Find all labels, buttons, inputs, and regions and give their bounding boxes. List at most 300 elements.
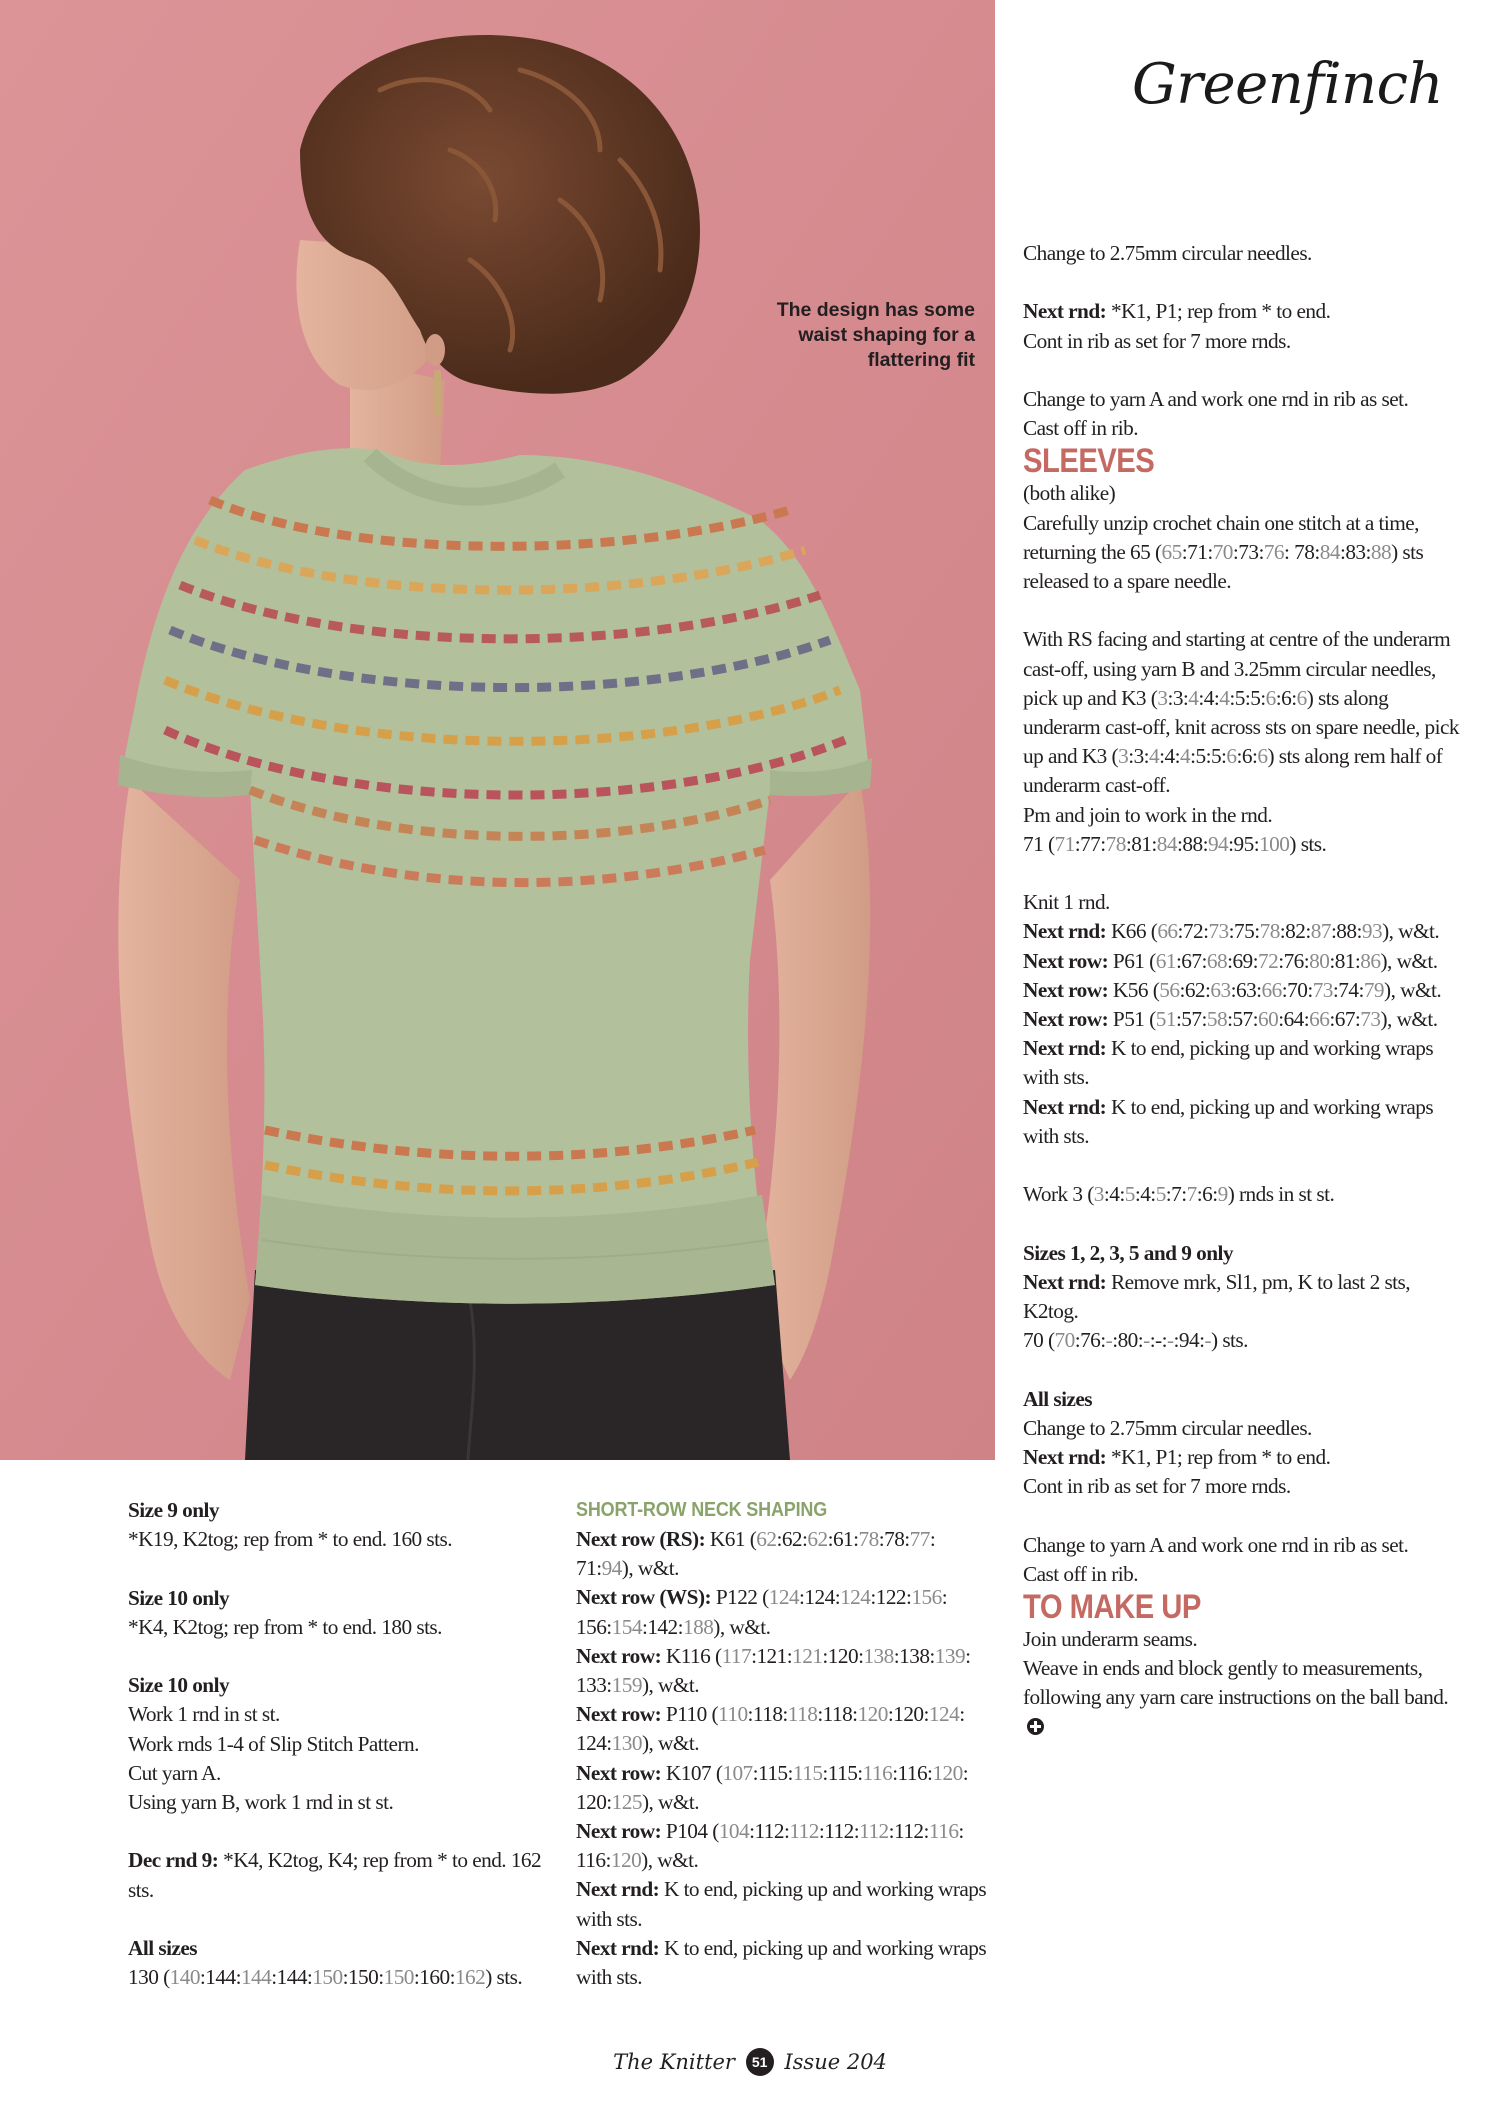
paragraph-gap bbox=[128, 1817, 558, 1846]
instruction-text: K to end, picking up and working wraps with sts. bbox=[1023, 1036, 1434, 1090]
paragraph-gap bbox=[128, 1905, 558, 1934]
instruction-text: :112: bbox=[749, 1819, 790, 1844]
instruction-text: K to end, picking up and working wraps with sts. bbox=[576, 1877, 987, 1931]
instruction-text: ), w&t. bbox=[1380, 1007, 1438, 1032]
size-value: 120 bbox=[857, 1702, 888, 1727]
size-value: 120 bbox=[932, 1760, 963, 1785]
end-of-pattern-icon bbox=[1027, 1718, 1044, 1735]
paragraph-gap bbox=[1023, 1209, 1463, 1238]
pattern-line bbox=[128, 1525, 558, 1554]
size-value: 116 bbox=[928, 1819, 959, 1844]
instruction-label: Size 10 only bbox=[128, 1585, 230, 1610]
size-value: 117 bbox=[721, 1643, 752, 1668]
size-value: 56 bbox=[1159, 977, 1180, 1002]
instruction-text: With RS facing and starting at centre of the underarm cast-off, using yarn B and 3.25mm circular needles, pick up and K3 ( bbox=[1023, 627, 1451, 710]
instruction-text: K107 ( bbox=[661, 1760, 723, 1785]
right-column bbox=[1023, 239, 1463, 1742]
instruction-text: :4: bbox=[1159, 744, 1180, 769]
instruction-text: :144: bbox=[271, 1965, 313, 1990]
instruction-text: Remove mrk, Sl1, pm, K to last 2 sts, K2tog. bbox=[1023, 1269, 1411, 1324]
size-value: 66 bbox=[1309, 1007, 1330, 1032]
instruction-text: :61: bbox=[827, 1527, 859, 1551]
instruction-text: :120: bbox=[822, 1643, 864, 1668]
pattern-line bbox=[1023, 1005, 1463, 1034]
instruction-text: ), w&t. bbox=[641, 1673, 700, 1698]
size-value: 94 bbox=[601, 1556, 622, 1581]
instruction-text: Carefully unzip crochet chain one stitch at a time, returning the 65 ( bbox=[1023, 510, 1419, 564]
size-value: 4 bbox=[1149, 744, 1160, 769]
instruction-text: :-: bbox=[1149, 1328, 1167, 1353]
pattern-line bbox=[1023, 801, 1463, 830]
size-value: 124 bbox=[768, 1585, 800, 1610]
pattern-line bbox=[1023, 976, 1463, 1005]
size-value: 3 bbox=[1093, 1182, 1104, 1207]
instruction-text: 70 ( bbox=[1023, 1328, 1055, 1353]
instruction-text: :78: bbox=[878, 1527, 910, 1551]
instruction-label: Size 10 only bbox=[128, 1673, 230, 1698]
instruction-text: :73: bbox=[1232, 539, 1264, 564]
size-value: 124 bbox=[928, 1702, 960, 1727]
size-value: 4 bbox=[1219, 685, 1230, 710]
pattern-line bbox=[1023, 947, 1463, 976]
instruction-text: P61 ( bbox=[1108, 948, 1156, 973]
pattern-line bbox=[128, 1671, 558, 1700]
pattern-line bbox=[576, 1583, 996, 1641]
instruction-label: All sizes bbox=[1023, 1386, 1092, 1411]
size-value: 60 bbox=[1258, 1007, 1279, 1032]
size-value: 70 bbox=[1054, 1328, 1075, 1353]
size-value: 78 bbox=[1105, 831, 1126, 856]
bottom-middle-column bbox=[576, 1496, 996, 1992]
instruction-text: :74: bbox=[1332, 977, 1364, 1002]
size-value: 62 bbox=[756, 1527, 777, 1551]
instruction-text: K66 ( bbox=[1106, 919, 1158, 944]
size-value: 86 bbox=[1360, 948, 1381, 973]
size-value: 138 bbox=[863, 1643, 894, 1668]
instruction-text: Change to yarn A and work one rnd in rib as set. bbox=[1023, 386, 1409, 411]
size-value: 93 bbox=[1361, 919, 1383, 944]
instruction-text: :4: bbox=[1134, 1182, 1156, 1207]
size-value: 112 bbox=[789, 1819, 819, 1844]
instruction-text: Pm and join to work in the rnd. bbox=[1023, 802, 1273, 827]
size-value: 150 bbox=[383, 1965, 414, 1990]
instruction-text: :118: bbox=[817, 1702, 858, 1727]
size-value: - bbox=[1166, 1328, 1174, 1353]
size-value: 87 bbox=[1310, 919, 1331, 944]
page-footer bbox=[0, 2048, 1500, 2076]
size-value: 139 bbox=[934, 1643, 966, 1668]
pattern-line bbox=[1023, 297, 1463, 326]
instruction-text: ) sts along rem half of underarm cast-off. bbox=[1023, 744, 1443, 798]
size-value: 112 bbox=[859, 1819, 889, 1844]
pattern-line bbox=[1023, 509, 1463, 597]
pattern-line bbox=[1023, 830, 1463, 859]
pattern-line bbox=[1023, 1654, 1463, 1742]
instruction-text: : 116: bbox=[576, 1819, 964, 1873]
instruction-label: Sizes 1, 2, 3, 5 and 9 only bbox=[1023, 1240, 1233, 1265]
size-value: 7 bbox=[1186, 1182, 1197, 1207]
pattern-line bbox=[1023, 1443, 1463, 1472]
instruction-text: :62: bbox=[1179, 977, 1211, 1002]
instruction-text: (both alike) bbox=[1023, 481, 1116, 506]
size-value: 63 bbox=[1210, 977, 1231, 1002]
instruction-label: Next rnd: bbox=[576, 1935, 660, 1960]
instruction-text: ), w&t. bbox=[713, 1614, 771, 1639]
instruction-text: :6: bbox=[1236, 744, 1258, 769]
instruction-text: ), w&t. bbox=[1382, 919, 1440, 944]
size-value: 110 bbox=[718, 1702, 748, 1727]
instruction-text: ) sts. bbox=[1211, 1328, 1248, 1353]
instruction-text: :120: bbox=[887, 1702, 929, 1727]
instruction-text: :124: bbox=[799, 1585, 841, 1610]
instruction-text: :118: bbox=[747, 1702, 788, 1727]
instruction-text: ), w&t. bbox=[641, 1789, 700, 1814]
pattern-line bbox=[1023, 1414, 1463, 1443]
instruction-text: :80: bbox=[1112, 1328, 1144, 1353]
instruction-text: :77: bbox=[1074, 831, 1106, 856]
size-value: 118 bbox=[787, 1702, 818, 1727]
instruction-label: Next rnd: bbox=[576, 1877, 660, 1902]
instruction-text: :70: bbox=[1281, 977, 1313, 1002]
pattern-line bbox=[128, 1613, 558, 1642]
instruction-label: Next rnd: bbox=[1023, 1036, 1107, 1061]
size-value: 78 bbox=[1259, 919, 1280, 944]
instruction-text: Join underarm seams. bbox=[1023, 1627, 1198, 1652]
instruction-text: K116 ( bbox=[661, 1643, 722, 1668]
size-value: 4 bbox=[1188, 685, 1199, 710]
instruction-text: :62: bbox=[776, 1527, 808, 1551]
instruction-label: Next rnd: bbox=[1023, 1094, 1107, 1119]
instruction-text: ) sts released to a spare needle. bbox=[1023, 539, 1424, 593]
size-value: 78 bbox=[858, 1527, 879, 1551]
instruction-text: Change to yarn A and work one rnd in rib as set. bbox=[1023, 1532, 1409, 1557]
pattern-line bbox=[1023, 1625, 1463, 1654]
instruction-text: ) sts. bbox=[1289, 831, 1327, 856]
instruction-text: :57: bbox=[1175, 1007, 1207, 1032]
instruction-text: :88: bbox=[1330, 919, 1362, 944]
pattern-line bbox=[1023, 1385, 1463, 1414]
instruction-text: Cut yarn A. bbox=[128, 1760, 221, 1785]
instruction-text: 130 ( bbox=[128, 1965, 170, 1990]
instruction-text: : 156: bbox=[576, 1585, 948, 1639]
instruction-text: :138: bbox=[893, 1643, 935, 1668]
paragraph-gap bbox=[1023, 859, 1463, 888]
pattern-line bbox=[128, 1934, 558, 1963]
pattern-line bbox=[1023, 1034, 1463, 1092]
instruction-text: P51 ( bbox=[1108, 1007, 1156, 1032]
size-value: 76 bbox=[1263, 539, 1285, 564]
size-value: 121 bbox=[792, 1643, 823, 1668]
instruction-text: ), w&t. bbox=[641, 1848, 699, 1873]
size-value: 104 bbox=[718, 1819, 750, 1844]
pattern-line bbox=[576, 1875, 996, 1933]
size-value: 144 bbox=[240, 1965, 272, 1990]
size-value: - bbox=[1204, 1328, 1211, 1353]
pattern-line bbox=[576, 1817, 996, 1875]
instruction-text: *K19, K2tog; rep from * to end. 160 sts. bbox=[128, 1527, 453, 1552]
instruction-text: :69: bbox=[1227, 948, 1259, 973]
instruction-text: :122: bbox=[870, 1585, 912, 1610]
instruction-text: :142: bbox=[641, 1614, 683, 1639]
instruction-text: :4: bbox=[1103, 1182, 1125, 1207]
pattern-line bbox=[1023, 888, 1463, 917]
size-value: 140 bbox=[169, 1965, 200, 1990]
size-value: 71 bbox=[1054, 831, 1075, 856]
size-value: 6 bbox=[1265, 685, 1276, 710]
paragraph-gap bbox=[1023, 1501, 1463, 1530]
instruction-text: K56 ( bbox=[1108, 977, 1160, 1002]
instruction-text: :7: bbox=[1165, 1182, 1187, 1207]
instruction-text: ), w&t. bbox=[1384, 977, 1442, 1002]
pattern-line bbox=[128, 1846, 558, 1904]
size-value: 9 bbox=[1217, 1182, 1228, 1207]
pattern-line bbox=[1023, 1560, 1463, 1589]
instruction-label: Next row: bbox=[1023, 977, 1109, 1002]
instruction-text: :67: bbox=[1175, 948, 1207, 973]
instruction-text: :81: bbox=[1125, 831, 1157, 856]
pattern-line bbox=[128, 1759, 558, 1788]
instruction-text: :72: bbox=[1177, 919, 1209, 944]
pattern-line bbox=[1023, 1531, 1463, 1560]
instruction-text: Weave in ends and block gently to measurements, following any yarn care instructions on the ball band. bbox=[1023, 1656, 1449, 1710]
instruction-text: 71 ( bbox=[1023, 831, 1055, 856]
instruction-label: Next rnd: bbox=[1023, 919, 1107, 944]
instruction-text: :64: bbox=[1278, 1007, 1310, 1032]
instruction-text: :6: bbox=[1275, 685, 1297, 710]
size-value: 68 bbox=[1206, 948, 1228, 973]
pattern-line bbox=[1023, 917, 1463, 946]
instruction-text: P104 ( bbox=[661, 1819, 719, 1844]
instruction-text: :112: bbox=[818, 1819, 860, 1844]
size-value: 84 bbox=[1319, 539, 1340, 564]
size-value: 6 bbox=[1257, 744, 1268, 769]
pattern-line bbox=[128, 1496, 558, 1525]
pattern-line bbox=[1023, 1093, 1463, 1151]
instruction-text: Cont in rib as set for 7 more rnds. bbox=[1023, 328, 1291, 353]
size-value: 77 bbox=[909, 1527, 930, 1551]
size-value: 62 bbox=[807, 1527, 828, 1551]
instruction-text: K to end, picking up and working wraps with sts. bbox=[1023, 1094, 1434, 1148]
instruction-label: Next rnd: bbox=[1023, 1269, 1107, 1294]
size-value: 66 bbox=[1157, 919, 1178, 944]
instruction-text: Cast off in rib. bbox=[1023, 1561, 1139, 1586]
instruction-text: ) sts. bbox=[485, 1965, 523, 1990]
size-value: 159 bbox=[611, 1673, 642, 1698]
paragraph-gap bbox=[128, 1554, 558, 1583]
instruction-text: :6: bbox=[1196, 1182, 1218, 1207]
instruction-text: :81: bbox=[1329, 948, 1361, 973]
size-value: 3 bbox=[1118, 744, 1129, 769]
instruction-text: :76: bbox=[1074, 1328, 1106, 1353]
instruction-text: : 133: bbox=[576, 1643, 971, 1698]
size-value: 94 bbox=[1207, 831, 1229, 856]
paragraph-gap bbox=[1023, 268, 1463, 297]
size-value: 51 bbox=[1155, 1007, 1176, 1032]
instruction-text: :83: bbox=[1339, 539, 1371, 564]
instruction-text: *K4, K2tog; rep from * to end. 180 sts. bbox=[128, 1614, 442, 1639]
size-value: 115 bbox=[792, 1760, 823, 1785]
size-value: 130 bbox=[611, 1731, 642, 1756]
pattern-line bbox=[576, 1934, 996, 1992]
instruction-text: :3: bbox=[1128, 744, 1150, 769]
instruction-label: Next row: bbox=[576, 1702, 662, 1727]
pattern-line bbox=[1023, 385, 1463, 414]
instruction-text: :4: bbox=[1198, 685, 1220, 710]
instruction-text: *K1, P1; rep from * to end. bbox=[1106, 1445, 1331, 1470]
model-photo bbox=[0, 0, 995, 1460]
instruction-text: : 71: bbox=[576, 1527, 936, 1581]
instruction-text: :82: bbox=[1279, 919, 1311, 944]
photo-caption: The design has some waist shaping for a flattering fit bbox=[776, 299, 975, 371]
size-value: 4 bbox=[1180, 744, 1191, 769]
size-value: 73 bbox=[1312, 977, 1333, 1002]
instruction-label: Next rnd: bbox=[1023, 299, 1107, 324]
instruction-text: :63: bbox=[1230, 977, 1262, 1002]
size-value: 65 bbox=[1161, 539, 1182, 564]
pattern-line bbox=[1023, 414, 1463, 443]
pattern-line bbox=[576, 1700, 996, 1758]
pattern-line bbox=[1023, 327, 1463, 356]
size-value: 66 bbox=[1261, 977, 1282, 1002]
size-value: 5 bbox=[1124, 1182, 1135, 1207]
size-value: 188 bbox=[683, 1614, 714, 1639]
instruction-label: Next row: bbox=[1023, 1007, 1109, 1032]
section-heading: SLEEVES bbox=[1023, 442, 1155, 481]
instruction-text: :95: bbox=[1228, 831, 1260, 856]
paragraph-gap bbox=[1023, 1355, 1463, 1384]
instruction-text: :116: bbox=[892, 1760, 933, 1785]
pattern-line bbox=[576, 1759, 996, 1817]
instruction-text: Change to 2.75mm circular needles. bbox=[1023, 241, 1312, 265]
size-value: 61 bbox=[1155, 948, 1176, 973]
magazine-name: The Knitter bbox=[613, 2050, 735, 2074]
size-value: 84 bbox=[1156, 831, 1177, 856]
instruction-text: *K4, K2tog, K4; rep from * to end. 162 sts. bbox=[128, 1848, 542, 1902]
section-subheading: SHORT-ROW NECK SHAPING bbox=[576, 1499, 828, 1521]
pattern-line bbox=[1023, 625, 1463, 800]
size-value: 3 bbox=[1157, 685, 1168, 710]
size-value: 73 bbox=[1208, 919, 1229, 944]
instruction-text: ) rnds in st st. bbox=[1227, 1182, 1335, 1207]
instruction-label: Next row: bbox=[576, 1760, 662, 1785]
pattern-line bbox=[128, 1700, 558, 1729]
instruction-text: :57: bbox=[1227, 1007, 1259, 1032]
instruction-text: Work 1 rnd in st st. bbox=[128, 1702, 280, 1727]
size-value: 120 bbox=[610, 1848, 642, 1873]
instruction-text: :144: bbox=[199, 1965, 241, 1990]
size-value: 80 bbox=[1309, 948, 1330, 973]
paragraph-gap bbox=[1023, 356, 1463, 385]
instruction-text: :88: bbox=[1177, 831, 1208, 856]
size-value: 125 bbox=[611, 1789, 642, 1814]
instruction-text: ) sts along underarm cast-off, knit across sts on spare needle, pick up and K3 ( bbox=[1023, 685, 1460, 769]
pattern-line bbox=[128, 1788, 558, 1817]
size-value: 73 bbox=[1360, 1007, 1381, 1032]
size-value: 124 bbox=[840, 1585, 871, 1610]
instruction-text: P110 ( bbox=[661, 1702, 719, 1727]
size-value: - bbox=[1143, 1328, 1150, 1353]
instruction-text: : 78: bbox=[1284, 539, 1320, 564]
size-value: 70 bbox=[1212, 539, 1233, 564]
instruction-text: :67: bbox=[1329, 1007, 1361, 1032]
pattern-line bbox=[128, 1730, 558, 1759]
instruction-text: :5:5: bbox=[1190, 744, 1227, 769]
size-value: 58 bbox=[1206, 1007, 1228, 1032]
instruction-text: K61 ( bbox=[705, 1527, 757, 1551]
size-value: 150 bbox=[312, 1965, 343, 1990]
instruction-text: ), w&t. bbox=[621, 1556, 679, 1581]
pattern-line bbox=[1023, 1239, 1463, 1268]
size-value: - bbox=[1105, 1328, 1113, 1353]
size-value: 79 bbox=[1363, 977, 1385, 1002]
instruction-text: :160: bbox=[413, 1965, 455, 1990]
instruction-text: :112: bbox=[888, 1819, 929, 1844]
paragraph-gap bbox=[1023, 1151, 1463, 1180]
instruction-text: :115: bbox=[752, 1760, 793, 1785]
instruction-label: Next rnd: bbox=[1023, 1445, 1107, 1470]
pattern-line bbox=[1023, 1268, 1463, 1326]
instruction-label: Next row (WS): bbox=[576, 1585, 712, 1610]
pattern-line bbox=[1023, 239, 1463, 268]
instruction-text: :5:5: bbox=[1229, 685, 1266, 710]
issue-number: Issue 204 bbox=[784, 2050, 887, 2074]
paragraph-gap bbox=[1023, 596, 1463, 625]
pattern-line bbox=[128, 1963, 558, 1992]
instruction-text: Knit 1 rnd. bbox=[1023, 890, 1110, 915]
section-heading: TO MAKE UP bbox=[1023, 1588, 1201, 1627]
instruction-text: *K1, P1; rep from * to end. bbox=[1106, 299, 1331, 324]
pattern-line bbox=[1023, 479, 1463, 508]
instruction-text: :94: bbox=[1173, 1328, 1205, 1353]
pattern-line bbox=[1023, 1326, 1463, 1355]
instruction-text: :71: bbox=[1181, 539, 1213, 564]
size-value: 5 bbox=[1155, 1182, 1166, 1207]
instruction-text: Using yarn B, work 1 rnd in st st. bbox=[128, 1790, 394, 1814]
size-value: 162 bbox=[454, 1965, 486, 1990]
instruction-label: Size 9 only bbox=[128, 1498, 219, 1522]
paragraph-gap bbox=[128, 1642, 558, 1671]
instruction-label: All sizes bbox=[128, 1935, 197, 1960]
size-value: 88 bbox=[1370, 539, 1392, 564]
bottom-left-column bbox=[128, 1496, 558, 1992]
instruction-text: :76: bbox=[1278, 948, 1310, 973]
size-value: 116 bbox=[862, 1760, 893, 1785]
page-title: Greenfinch bbox=[1132, 52, 1443, 117]
instruction-text: :121: bbox=[751, 1643, 793, 1668]
instruction-text: Change to 2.75mm circular needles. bbox=[1023, 1415, 1312, 1440]
pattern-line bbox=[576, 1525, 996, 1583]
instruction-label: Next row: bbox=[576, 1819, 662, 1844]
instruction-text: :115: bbox=[822, 1760, 863, 1785]
size-value: 6 bbox=[1296, 685, 1307, 710]
size-value: 72 bbox=[1258, 948, 1279, 973]
instruction-text: Cont in rib as set for 7 more rnds. bbox=[1023, 1474, 1291, 1499]
instruction-label: Dec rnd 9: bbox=[128, 1848, 219, 1873]
instruction-text: P122 ( bbox=[711, 1585, 769, 1610]
page-number: 51 bbox=[746, 2048, 774, 2076]
pattern-line bbox=[1023, 1472, 1463, 1501]
instruction-label: Next row (RS): bbox=[576, 1527, 706, 1551]
size-value: 107 bbox=[722, 1760, 753, 1785]
instruction-text: Cast off in rib. bbox=[1023, 416, 1139, 441]
size-value: 156 bbox=[911, 1585, 942, 1610]
pattern-line bbox=[128, 1584, 558, 1613]
size-value: 100 bbox=[1259, 831, 1290, 856]
size-value: 154 bbox=[611, 1614, 642, 1639]
instruction-text: :75: bbox=[1228, 919, 1260, 944]
instruction-label: Next row: bbox=[576, 1643, 662, 1668]
photo-illustration bbox=[0, 0, 995, 1460]
